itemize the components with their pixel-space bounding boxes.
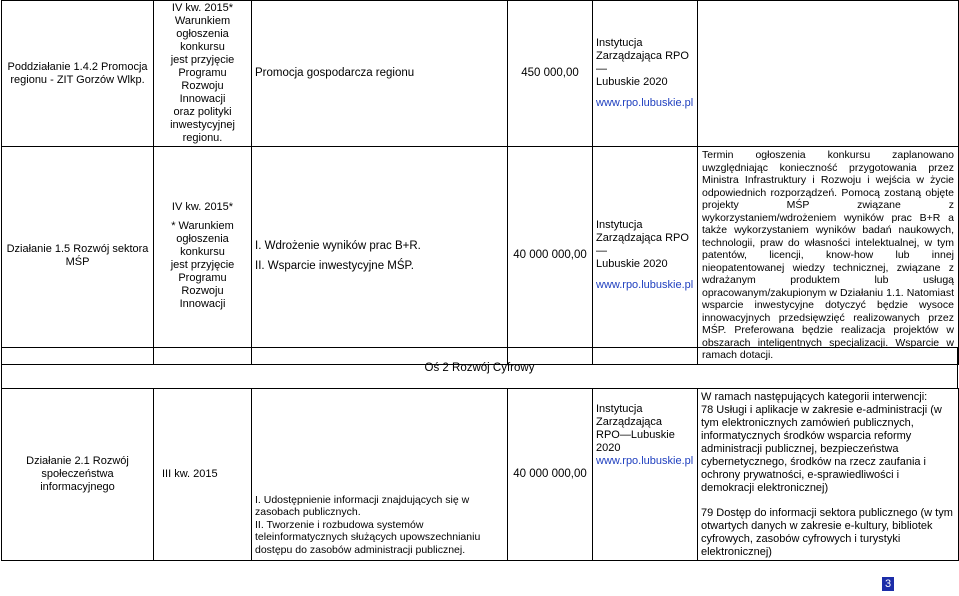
amount-cell: 450 000,00 (508, 1, 593, 147)
measure-name: Działanie 1.5 Rozwój sektora MŚP (2, 147, 154, 365)
institution-cell: Instytucja Zarządzająca RPO— Lubuskie 2020 www.rpo.lubuskie.pl (593, 147, 698, 365)
timing-cell: III kw. 2015 (154, 389, 252, 561)
institution-cell: Instytucja Zarządzająca RPO— Lubuskie 2020 www.rpo.lubuskie.pl (593, 1, 698, 147)
table-row (2, 1, 959, 147)
scope-cell: I. Wdrożenie wyników prac B+R. II. Wsparcie inwestycyjne MŚP. (252, 147, 508, 365)
scope-cell: Promocja gospodarcza regionu (252, 1, 508, 147)
page-number: 3 (882, 577, 894, 591)
rpo-link[interactable]: www.rpo.lubuskie.pl (596, 279, 694, 291)
axis-header (1, 347, 958, 388)
measure-name: Poddziałanie 1.4.2 Promocja regionu - ZIT Gorzów Wlkp. (2, 1, 154, 147)
table-row (2, 147, 959, 365)
timing-cell: IV kw. 2015* Warunkiem ogłoszenia konkursu jest przyjęcie Programu Rozwoju Innowacji oraz polityki inwestycyjnej regionu. (154, 1, 252, 147)
institution-cell: Instytucja Zarządzająca RPO—Lubuskie 2020 www.rpo.lubuskie.pl (593, 389, 698, 561)
notes-cell: W ramach następujących kategorii interwencji: 78 Usługi i aplikacje w zakresie e-administracji (w tym elektronicznych zamówień publicznych, informatycznych środków wsparcia reformy administracji publicznej, bezpieczeństwa cybernetycznego, środków na rzecz zaufania i ochrony prywatności, e-sprawiedliwości i demokracji elektronicznej) 79 Dostęp do informacji sektora publicznego (w tym otwartych danych w zakresie e-kultury, bibliotek cyfrowych, zasobów cyfrowych i turystyki elektronicznej) (698, 389, 959, 561)
notes-cell (698, 1, 959, 147)
notes-cell: Termin ogłoszenia konkursu zaplanowano uwzględniając konieczność przygotowania przez Ministra Infrastruktury i Rozwoju i wejścia w życie odpowiednich rozporządzeń. Pomocą zostaną objęte projekty MŚP związane z wykorzystaniem/wdrożeniem wyników prac B+R a także wykorzystaniem wyników badań naukowych, technologii, praw do własności intelektualnej, w tym patentów, licencji, know-how lub innej nieopatentowanej wiedzy technicznej, związane z wdrażanym produktem lub usługą opracowanym/zakupionym w Działaniu 1.1. Natomiast wsparcie inwestycyjne dotyczyć będzie wysoce innowacyjnych przedsięwzięć realizowanych przez MŚP. Preferowana będzie realizacja projektów w obszarach inteligentnych specjalizacji. Wsparcie w ramach dotacji. (698, 147, 959, 365)
table-bottom (1, 388, 959, 561)
amount-cell: 40 000 000,00 (508, 389, 593, 561)
table-top (1, 0, 959, 365)
rpo-link[interactable]: www.rpo.lubuskie.pl (596, 97, 694, 109)
axis-title: Oś 2 Rozwój Cyfrowy (424, 362, 535, 374)
rpo-link[interactable]: www.rpo.lubuskie.pl (596, 455, 694, 467)
measure-name: Działanie 2.1 Rozwój społeczeństwa informacyjnego (2, 389, 154, 561)
table-row (2, 389, 959, 561)
scope-cell: I. Udostępnienie informacji znajdujących się w zasobach publicznych. II. Tworzenie i rozbudowa systemów teleinformatycznych służących upowszechnianiu dostępu do zasobów administracji publicznej. (252, 389, 508, 561)
timing-cell: IV kw. 2015* * Warunkiem ogłoszenia konkursu jest przyjęcie Programu Rozwoju Innowacji (154, 147, 252, 365)
amount-cell: 40 000 000,00 (508, 147, 593, 365)
